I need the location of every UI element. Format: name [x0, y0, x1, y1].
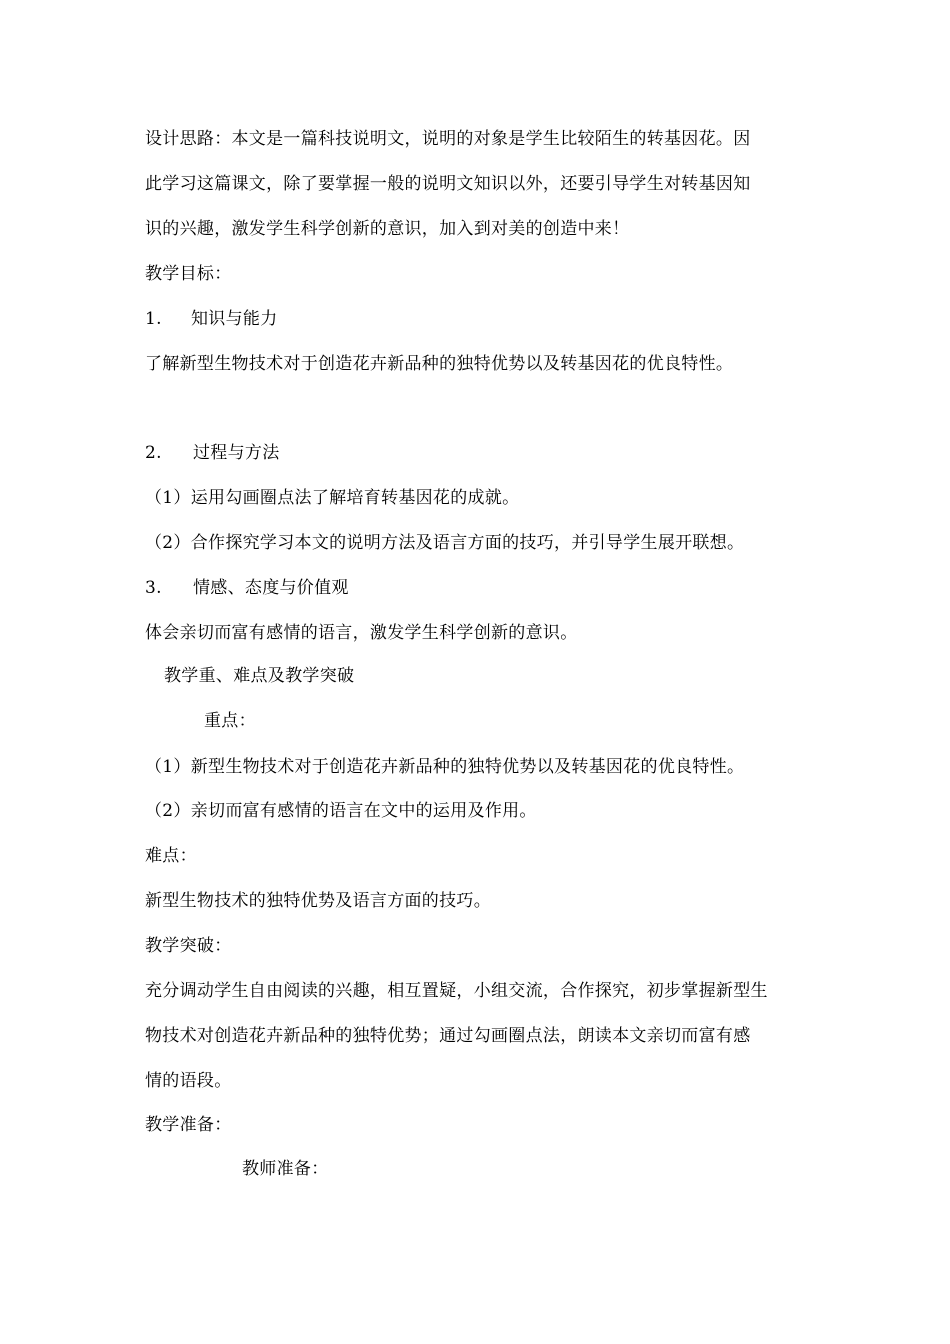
focus-heading: 重点： [204, 711, 256, 731]
breakthrough-heading: 教学突破： [145, 936, 232, 956]
focus-item-2: （2）亲切而富有感情的语言在文中的运用及作用。 [145, 801, 537, 821]
objective-2-sub-1: （1）运用勾画圈点法了解培育转基因花的成就。 [145, 488, 520, 508]
design-idea-line-3: 识的兴趣，激发学生科学创新的意识，加入到对美的创造中来！ [145, 219, 630, 239]
breakthrough-line-1: 充分调动学生自由阅读的兴趣，相互置疑，小组交流，合作探究，初步掌握新型生 [145, 981, 768, 1001]
objective-3-number: 3. [145, 578, 162, 598]
objective-2-number: 2. [145, 443, 162, 463]
objective-1-number: 1. [145, 309, 162, 329]
design-idea-line-2: 此学习这篇课文，除了要掌握一般的说明文知识以外，还要引导学生对转基因知 [145, 174, 751, 194]
objective-2 [145, 442, 280, 464]
preparation-heading: 教学准备： [145, 1115, 232, 1135]
focus-item-1: （1）新型生物技术对于创造花卉新品种的独特优势以及转基因花的优良特性。 [145, 757, 745, 777]
objective-3 [145, 577, 349, 599]
objective-2-title: 过程与方法 [193, 443, 280, 463]
difficulty-heading: 难点： [145, 846, 197, 866]
teacher-preparation: 教师准备： [242, 1159, 329, 1179]
objective-2-sub-2: （2）合作探究学习本文的说明方法及语言方面的技巧，并引导学生展开联想。 [145, 533, 745, 553]
objective-1-title: 知识与能力 [191, 309, 278, 329]
objective-3-title: 情感、态度与价值观 [193, 578, 349, 598]
difficulty-text: 新型生物技术的独特优势及语言方面的技巧。 [145, 891, 491, 911]
design-idea-line-1: 设计思路：本文是一篇科技说明文，说明的对象是学生比较陌生的转基因花。因 [145, 129, 751, 149]
objective-1-text: 了解新型生物技术对于创造花卉新品种的独特优势以及转基因花的优良特性。 [145, 354, 734, 374]
breakthrough-line-3: 情的语段。 [145, 1071, 232, 1091]
key-points-heading: 教学重、难点及教学突破 [164, 666, 355, 686]
objective-1 [145, 308, 278, 330]
objective-3-text: 体会亲切而富有感情的语言，激发学生科学创新的意识。 [145, 623, 578, 643]
breakthrough-line-2: 物技术对创造花卉新品种的独特优势；通过勾画圈点法，朗读本文亲切而富有感 [145, 1026, 751, 1046]
objectives-heading: 教学目标： [145, 264, 232, 284]
